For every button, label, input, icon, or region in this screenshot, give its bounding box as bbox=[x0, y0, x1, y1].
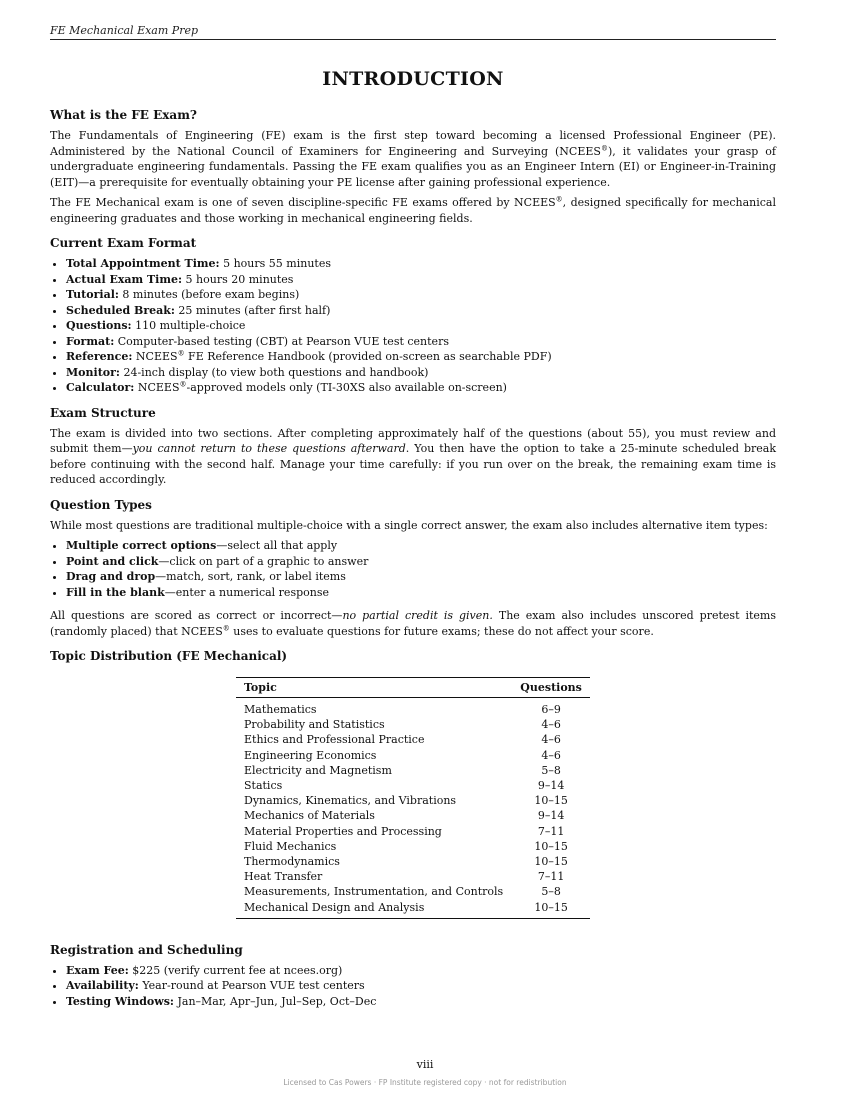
table-row bbox=[236, 824, 590, 839]
section-heading-what-is: What is the FE Exam? bbox=[50, 108, 197, 122]
scoring-note: All questions are scored as correct or incorrect—no partial credit is given. The exam also includes unscored pretest items (randomly placed) that NCEES® uses to evaluate questions for future exams; these do not affect your score. bbox=[50, 609, 776, 638]
questions-cell: 9–14 bbox=[537, 809, 565, 823]
topic-cell: Mechanics of Materials bbox=[244, 809, 375, 823]
table-row bbox=[236, 748, 590, 763]
table-row bbox=[236, 854, 590, 869]
topic-cell: Engineering Economics bbox=[244, 748, 377, 762]
list-item: • Tutorial: 8 minutes (before exam begins) bbox=[66, 287, 776, 303]
section-heading-format: Current Exam Format bbox=[50, 236, 197, 250]
questions-cell: 5–8 bbox=[541, 885, 561, 899]
table-row bbox=[236, 808, 590, 823]
list-item: • Drag and drop—match, sort, rank, or label items bbox=[66, 569, 776, 585]
questions-cell: 7–11 bbox=[537, 870, 565, 884]
column-header-questions: Questions bbox=[512, 678, 590, 698]
topic-cell: Measurements, Instrumentation, and Controls bbox=[244, 885, 504, 899]
list-item: • Fill in the blank—enter a numerical response bbox=[66, 585, 776, 601]
table-header-row bbox=[236, 678, 590, 698]
section-heading-structure: Exam Structure bbox=[50, 405, 156, 420]
questions-cell: 7–11 bbox=[537, 824, 565, 838]
table-row bbox=[236, 732, 590, 747]
list-item: • Exam Fee: $225 (verify current fee at ncees.org) bbox=[66, 963, 776, 979]
list-item: • Actual Exam Time: 5 hours 20 minutes bbox=[66, 272, 776, 288]
what-is-paragraph-2: The FE Mechanical exam is one of seven discipline-specific FE exams offered by NCEES®, designed specifically for mechanical engineering graduates and those working in mechanical engineering fields. bbox=[50, 195, 777, 225]
table-row bbox=[236, 793, 590, 808]
page-content bbox=[50, 68, 776, 1017]
question-types-intro: While most questions are traditional multiple-choice with a single correct answer, the exam also includes alternative item types: bbox=[50, 518, 768, 532]
list-item: • Reference: NCEES® FE Reference Handbook (provided on-screen as searchable PDF) bbox=[66, 349, 776, 365]
table-row bbox=[236, 900, 590, 919]
list-item: • Point and click—click on part of a graphic to answer bbox=[66, 554, 776, 570]
topic-cell: Dynamics, Kinematics, and Vibrations bbox=[244, 794, 457, 808]
page-number: viii bbox=[416, 1058, 434, 1071]
section-heading-topics: Topic Distribution (FE Mechanical) bbox=[50, 649, 288, 663]
topic-cell: Thermodynamics bbox=[244, 855, 340, 869]
questions-cell: 6–9 bbox=[541, 703, 561, 716]
topic-cell: Material Properties and Processing bbox=[244, 824, 442, 838]
topic-cell: Statics bbox=[244, 779, 283, 793]
list-item: • Multiple correct options—select all that apply bbox=[66, 538, 776, 554]
topic-distribution-table bbox=[236, 677, 590, 919]
running-header: FE Mechanical Exam Prep bbox=[50, 24, 776, 40]
column-header-topic: Topic bbox=[236, 678, 512, 698]
list-item: • Scheduled Break: 25 minutes (after first half) bbox=[66, 303, 776, 319]
list-item: • Calculator: NCEES®-approved models only (TI-30XS also available on-screen) bbox=[66, 380, 776, 396]
table-row bbox=[236, 869, 590, 884]
questions-cell: 9–14 bbox=[537, 779, 565, 793]
section-heading-question-types: Question Types bbox=[50, 497, 152, 512]
topic-cell: Mathematics bbox=[244, 703, 317, 716]
table-row bbox=[236, 778, 590, 793]
topic-table-wrapper bbox=[50, 677, 776, 919]
question-types-list bbox=[50, 538, 776, 600]
list-item: • Total Appointment Time: 5 hours 55 minutes bbox=[66, 256, 776, 272]
structure-paragraph: The exam is divided into two sections. After completing approximately half of the questions (about 55), you must review and submit them—you cannot return to these questions afterward. You then have the option to take a 25-minute scheduled break before continuing with the second half. Manage your time carefully: if you run over on the break, the remaining exam time is reduced accordingly. bbox=[50, 426, 776, 486]
table-row bbox=[236, 763, 590, 778]
what-is-paragraph-1: The Fundamentals of Engineering (FE) exam is the first step toward becoming a licensed Professional Engineer (PE). Administered by the National Council of Examiners for Engineering and Surveying (NCEES®), it validates your grasp of undergraduate engineering fundamentals. Passing the FE exam qualifies you as an Engineer Intern (EI) or Engineer-in-Training (EIT)—a prerequisite for eventually obtaining your PE license after gaining professional experience. bbox=[50, 129, 776, 189]
questions-cell: 4–6 bbox=[541, 733, 561, 747]
format-list bbox=[50, 256, 776, 396]
list-item: • Testing Windows: Jan–Mar, Apr–Jun, Jul–Sep, Oct–Dec bbox=[66, 994, 776, 1010]
topic-table-body bbox=[236, 698, 590, 919]
topic-cell: Fluid Mechanics bbox=[244, 839, 337, 853]
section-heading-registration: Registration and Scheduling bbox=[50, 942, 243, 957]
table-row bbox=[236, 884, 590, 899]
questions-cell: 5–8 bbox=[541, 763, 561, 777]
page-title: INTRODUCTION bbox=[322, 68, 504, 90]
questions-cell: 10–15 bbox=[534, 794, 568, 808]
topic-cell: Mechanical Design and Analysis bbox=[236, 900, 512, 919]
list-item: • Monitor: 24-inch display (to view both questions and handbook) bbox=[66, 365, 776, 381]
topic-cell: Probability and Statistics bbox=[244, 718, 385, 732]
questions-cell: 4–6 bbox=[541, 748, 561, 762]
table-row bbox=[236, 698, 590, 718]
questions-cell: 4–6 bbox=[541, 718, 561, 732]
topic-cell: Ethics and Professional Practice bbox=[244, 733, 425, 747]
list-item: • Questions: 110 multiple-choice bbox=[66, 318, 776, 334]
table-row bbox=[236, 839, 590, 854]
table-row bbox=[236, 717, 590, 732]
topic-cell: Heat Transfer bbox=[244, 870, 323, 884]
list-item: • Format: Computer-based testing (CBT) at Pearson VUE test centers bbox=[66, 334, 776, 350]
questions-cell: 10–15 bbox=[512, 900, 590, 919]
topic-cell: Electricity and Magnetism bbox=[244, 763, 392, 777]
questions-cell: 10–15 bbox=[534, 839, 568, 853]
list-item: • Availability: Year-round at Pearson VUE test centers bbox=[66, 978, 776, 994]
registration-list bbox=[50, 963, 776, 1010]
questions-cell: 10–15 bbox=[534, 855, 568, 869]
license-footer-note: Licensed to Cas Powers · FP Institute registered copy · not for redistribution bbox=[283, 1078, 567, 1087]
